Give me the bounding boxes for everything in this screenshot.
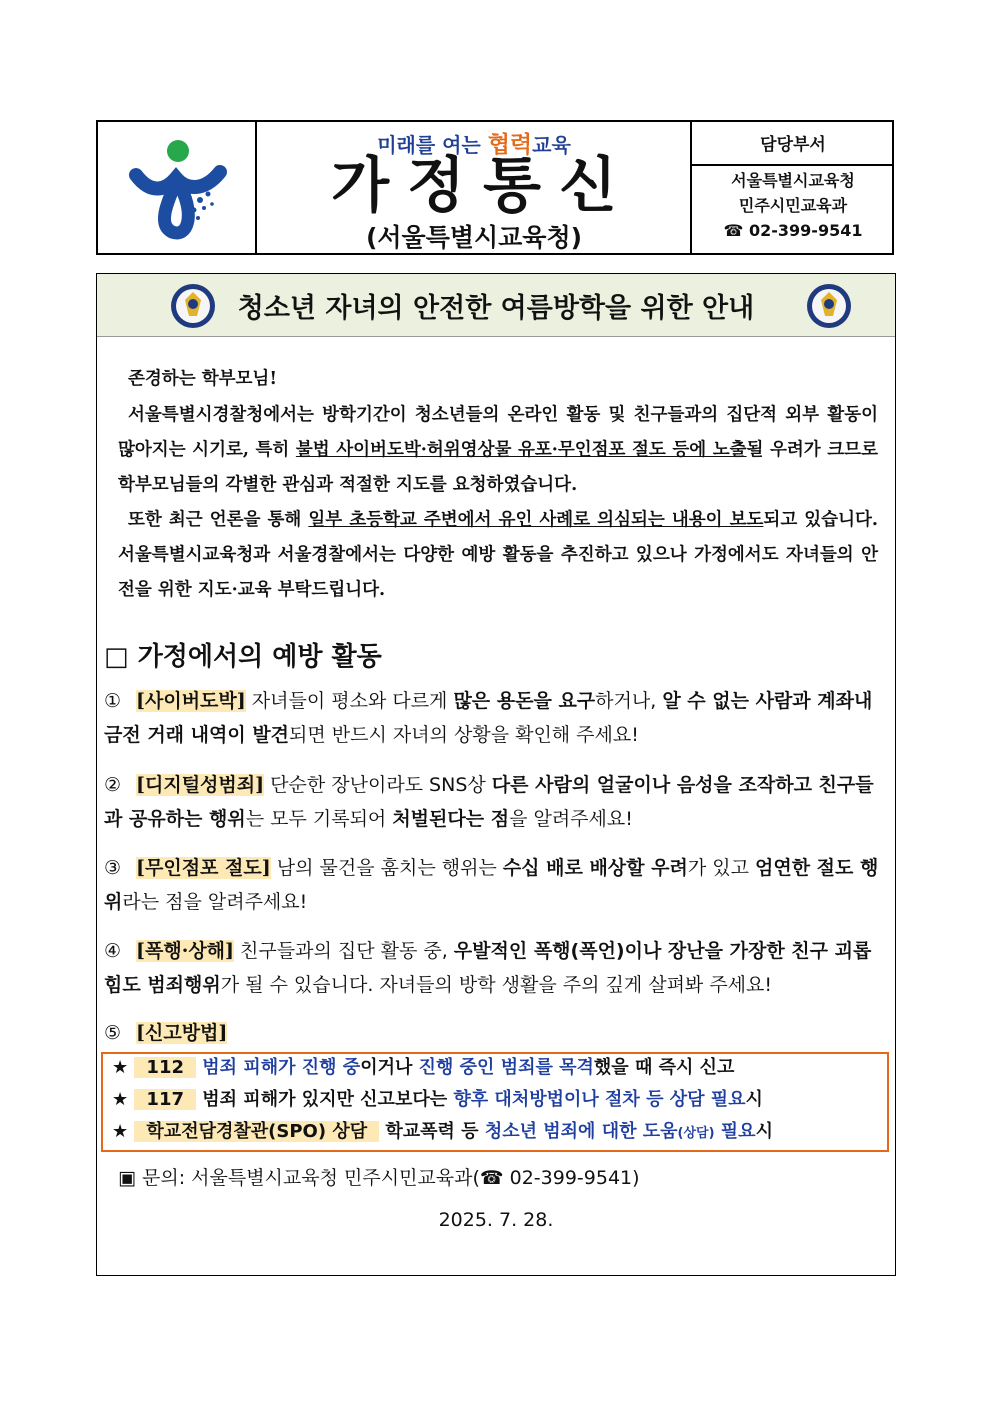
department-division: 민주시민교육과 — [738, 196, 848, 215]
contact-info: ▣ 문의: 서울특별시교육청 민주시민교육과(☎ 02-399-9541) — [118, 1167, 640, 1189]
report-line-117: ★ 117 범죄 피해가 있지만 신고보다는 향후 대처방법이나 절차 등 상담 필요시 — [112, 1089, 763, 1110]
department-label: 담당부서 — [692, 120, 894, 166]
slogan: 미래를 여는 협력교육 — [377, 132, 571, 158]
logo-cell — [96, 120, 257, 255]
notice-title: 청소년 자녀의 안전한 여름방학을 위한 안내 — [237, 293, 755, 324]
prevention-section-title: □ 가정에서의 예방 활동 — [104, 642, 382, 672]
department-phone: ☎ 02-399-9541 — [723, 221, 863, 240]
paragraph-1: 서울특별시경찰청에서는 방학기간이 청소년들의 온라인 활동 및 친구들과의 집단적 외부 활동이 많아지는 시기로, 특히 불법 사이버도박·허위영상물 유포·무인점포 절도 등에 노출될 우려가 크므로 학부모님들의 각별한 관심과 적절한 지도를 요청하였습니다. — [118, 405, 878, 495]
greeting: 존경하는 학부모님! — [128, 369, 278, 389]
list-item: ② [디지털성범죄] 단순한 장난이라도 SNS상 다른 사람의 얼굴이나 음성을 조작하고 친구들과 공유하는 행위는 모두 기록되어 처벌된다는 점을 알려주세요! — [104, 774, 874, 830]
report-line-112: ★ 112 범죄 피해가 진행 중이거나 진행 중인 범죄를 목격했을 때 즉시 신고 — [112, 1057, 735, 1078]
list-item: ⑤ [신고방법] — [104, 1022, 228, 1044]
page-subtitle: (서울특별시교육청) — [365, 223, 583, 252]
list-item: ④ [폭행·상해] 친구들과의 집단 활동 중, 우발적인 폭행(폭언)이나 장난을 가장한 친구 괴롭힘도 범죄행위가 될 수 있습니다. 자녀들의 방학 생활을 주의 깊게 살펴봐 주세요! — [104, 940, 872, 996]
page-title: 가정통신 — [331, 151, 635, 221]
department-cell — [690, 120, 894, 255]
list-item: ① [사이버도박] 자녀들이 평소와 다르게 많은 용돈을 요구하거나, 알 수 없는 사람과 계좌내 금전 거래 내역이 발견되면 반드시 자녀의 상황을 확인해 주세요! — [104, 690, 873, 746]
police-badge-icon — [806, 283, 852, 329]
education-office-logo-icon — [96, 120, 257, 255]
paragraph-2: 또한 최근 언론을 통해 일부 초등학교 주변에서 유인 사례로 의심되는 내용이 보도되고 있습니다. 서울특별시교육청과 서울경찰에서는 다양한 예방 활동을 추진하고 있으나 가정에서도 자녀들의 안전을 위한 지도·교육 부탁드립니다. — [118, 510, 878, 600]
report-line-spo: ★ 학교전담경찰관(SPO) 상담 학교폭력 등 청소년 범죄에 대한 도움(상담) 필요시 — [112, 1121, 773, 1142]
issue-date: 2025. 7. 28. — [438, 1209, 554, 1231]
list-item: ③ [무인점포 절도] 남의 물건을 훔치는 행위는 수십 배로 배상할 우려가 있고 엄연한 절도 행위라는 점을 알려주세요! — [104, 857, 879, 913]
department-org: 서울특별시교육청 — [731, 171, 855, 190]
